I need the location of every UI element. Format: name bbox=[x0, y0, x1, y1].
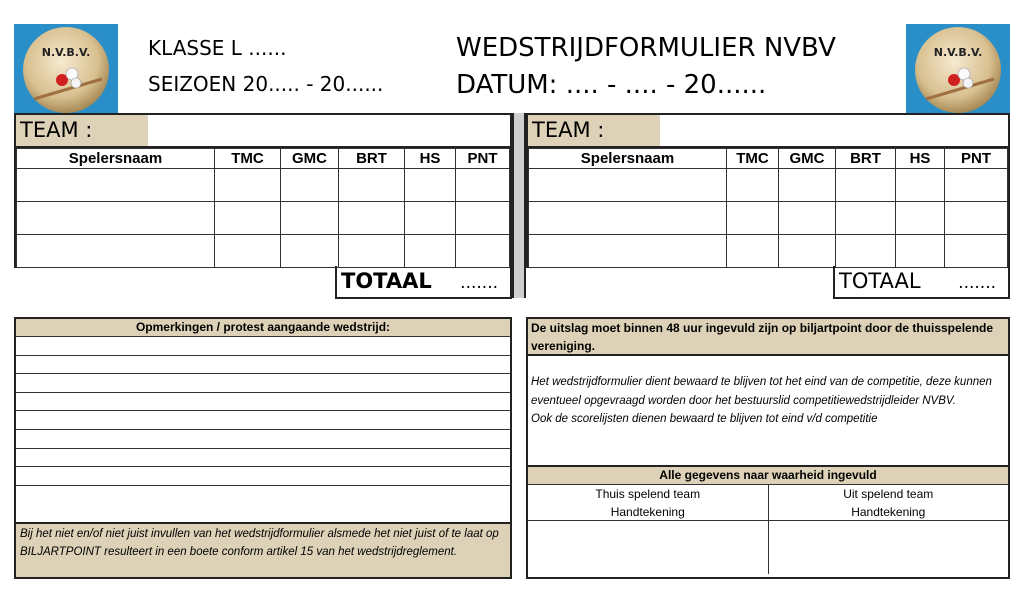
signature-labels bbox=[528, 485, 1008, 521]
cell-input[interactable] bbox=[456, 202, 510, 235]
cell-input[interactable] bbox=[215, 169, 281, 202]
cell-input[interactable] bbox=[529, 202, 727, 235]
retention-notice bbox=[528, 356, 1008, 467]
col-gmc: GMC bbox=[779, 149, 836, 169]
team-table-home bbox=[14, 113, 512, 268]
cell-input[interactable] bbox=[945, 169, 1008, 202]
player-row bbox=[17, 235, 510, 268]
cell-input[interactable] bbox=[339, 169, 405, 202]
player-row bbox=[529, 169, 1008, 202]
cell-input[interactable] bbox=[281, 169, 339, 202]
cell-input[interactable] bbox=[836, 169, 896, 202]
team-label: TEAM : bbox=[528, 115, 660, 146]
form-title: WEDSTRIJDFORMULIER NVBV bbox=[456, 33, 836, 63]
team-table-away bbox=[526, 113, 1010, 268]
cell-input[interactable] bbox=[836, 202, 896, 235]
cell-input[interactable] bbox=[17, 169, 215, 202]
totaal-value: ....... bbox=[460, 273, 498, 293]
cell-input[interactable] bbox=[17, 235, 215, 268]
signature-fields bbox=[528, 521, 1008, 574]
cell-input[interactable] bbox=[529, 169, 727, 202]
logo-text: N.V.B.V. bbox=[933, 46, 983, 59]
nvbv-logo-left bbox=[14, 24, 118, 114]
cell-input[interactable] bbox=[405, 202, 456, 235]
player-row bbox=[529, 202, 1008, 235]
col-brt: BRT bbox=[836, 149, 896, 169]
cell-input[interactable] bbox=[779, 235, 836, 268]
retention-text: Het wedstrijdformulier dient bewaard te blijven tot het eind van de competitie, deze kunnen eventueel opgevraagd worden door het bestuurslid competitiewedstrijdleider NVBV. bbox=[531, 376, 992, 407]
cell-input[interactable] bbox=[896, 235, 945, 268]
col-tmc: TMC bbox=[215, 149, 281, 169]
home-signature-label bbox=[528, 485, 768, 520]
away-signature-field[interactable] bbox=[768, 521, 1009, 574]
remarks-line[interactable] bbox=[16, 393, 510, 412]
header-row bbox=[529, 149, 1008, 169]
cell-input[interactable] bbox=[456, 169, 510, 202]
away-team-label: Uit spelend team bbox=[843, 487, 934, 501]
remarks-line[interactable] bbox=[16, 374, 510, 393]
remarks-line[interactable] bbox=[16, 467, 510, 486]
cell-input[interactable] bbox=[529, 235, 727, 268]
col-pnt: PNT bbox=[456, 149, 510, 169]
nvbv-logo-right bbox=[906, 24, 1010, 114]
cell-input[interactable] bbox=[339, 202, 405, 235]
cell-input[interactable] bbox=[727, 202, 779, 235]
col-tmc: TMC bbox=[727, 149, 779, 169]
col-hs: HS bbox=[405, 149, 456, 169]
away-signature-label bbox=[768, 485, 1009, 520]
cell-input[interactable] bbox=[339, 235, 405, 268]
penalty-note: Bij het niet en/of niet juist invullen van het wedstrijdformulier alsmede het niet juist of te laat op BILJARTPOINT resulteert in een boete conform artikel 15 van het wedstrijdreglement. bbox=[16, 522, 510, 577]
cell-input[interactable] bbox=[727, 235, 779, 268]
header-row bbox=[17, 149, 510, 169]
datum-label: DATUM: .... - .... - 20...... bbox=[456, 70, 767, 100]
cell-input[interactable] bbox=[281, 202, 339, 235]
logo-text: N.V.B.V. bbox=[41, 46, 91, 59]
remarks-line[interactable] bbox=[16, 337, 510, 356]
player-row bbox=[529, 235, 1008, 268]
cell-input[interactable] bbox=[405, 169, 456, 202]
cell-input[interactable] bbox=[779, 169, 836, 202]
col-gmc: GMC bbox=[281, 149, 339, 169]
team-label: TEAM : bbox=[16, 115, 148, 146]
cell-input[interactable] bbox=[896, 169, 945, 202]
cell-input[interactable] bbox=[405, 235, 456, 268]
remarks-line[interactable] bbox=[16, 411, 510, 430]
deadline-notice: De uitslag moet binnen 48 uur ingevuld zijn op biljartpoint door de thuisspelende vereniging. bbox=[528, 319, 1008, 356]
player-row bbox=[17, 169, 510, 202]
remarks-line[interactable] bbox=[16, 449, 510, 468]
team-name-row[interactable] bbox=[528, 115, 1008, 148]
signature-label: Handtekening bbox=[851, 505, 926, 519]
cell-input[interactable] bbox=[727, 169, 779, 202]
totaal-label: TOTAAL bbox=[341, 269, 432, 293]
remarks-line[interactable] bbox=[16, 430, 510, 449]
remarks-section bbox=[14, 317, 512, 579]
totaal-box-home[interactable] bbox=[335, 266, 512, 299]
score-table bbox=[16, 148, 510, 268]
home-team-label: Thuis spelend team bbox=[595, 487, 701, 501]
remarks-heading: Opmerkingen / protest aangaande wedstrijd: bbox=[16, 319, 510, 337]
score-table bbox=[528, 148, 1008, 268]
seizoen-label: SEIZOEN 20..... - 20...... bbox=[148, 72, 384, 96]
cell-input[interactable] bbox=[215, 202, 281, 235]
player-row bbox=[17, 202, 510, 235]
cell-input[interactable] bbox=[896, 202, 945, 235]
cell-input[interactable] bbox=[215, 235, 281, 268]
totaal-value: ....... bbox=[958, 273, 996, 293]
home-signature-field[interactable] bbox=[528, 521, 768, 574]
cell-input[interactable] bbox=[836, 235, 896, 268]
remarks-line[interactable] bbox=[16, 356, 510, 375]
col-pnt: PNT bbox=[945, 149, 1008, 169]
signature-label: Handtekening bbox=[610, 505, 685, 519]
info-section bbox=[526, 317, 1010, 579]
cell-input[interactable] bbox=[281, 235, 339, 268]
cell-input[interactable] bbox=[945, 235, 1008, 268]
col-hs: HS bbox=[896, 149, 945, 169]
remarks-line[interactable] bbox=[16, 486, 510, 505]
col-spelersnaam: Spelersnaam bbox=[529, 149, 727, 169]
truthful-heading: Alle gegevens naar waarheid ingevuld bbox=[528, 467, 1008, 485]
col-brt: BRT bbox=[339, 149, 405, 169]
cell-input[interactable] bbox=[17, 202, 215, 235]
team-name-row[interactable] bbox=[16, 115, 510, 148]
cell-input[interactable] bbox=[779, 202, 836, 235]
scorelist-text: Ook de scorelijsten dienen bewaard te blijven tot eind v/d competitie bbox=[531, 413, 878, 425]
totaal-label: TOTAAL bbox=[839, 269, 921, 293]
klasse-label: KLASSE L ...... bbox=[148, 36, 287, 60]
totaal-box-away[interactable] bbox=[833, 266, 1010, 299]
column-separator bbox=[512, 113, 526, 298]
cell-input[interactable] bbox=[945, 202, 1008, 235]
cell-input[interactable] bbox=[456, 235, 510, 268]
col-spelersnaam: Spelersnaam bbox=[17, 149, 215, 169]
